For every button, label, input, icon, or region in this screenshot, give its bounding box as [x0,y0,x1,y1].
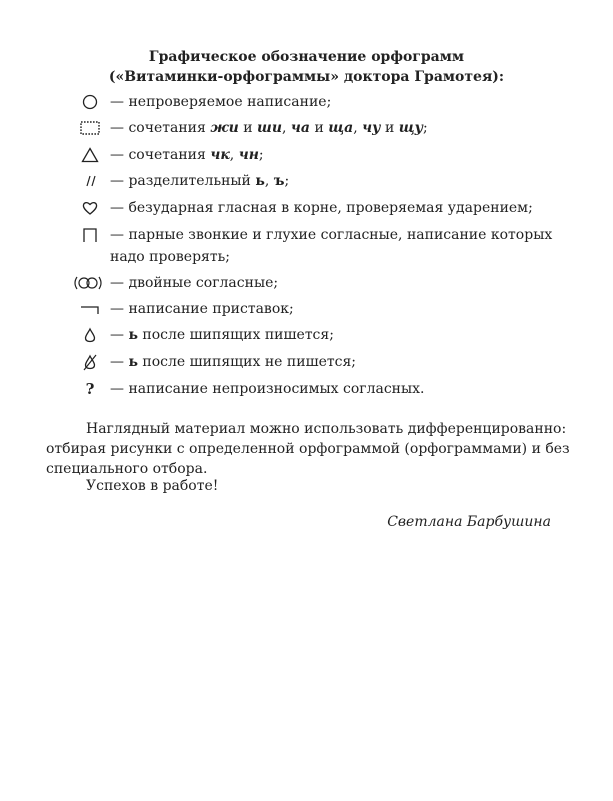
double-slash-icon [70,170,110,192]
heart-icon [70,197,110,219]
crossed-drop-icon [70,351,110,373]
signature: Светлана Барбушина [387,514,551,530]
page-subtitle: («Витаминки-орфограммы» доктора Грамотея): [108,69,505,85]
paragraph: Наглядный материал можно использовать дифференцированно: отбирая рисунки с определенной орфограммой (орфограммами) и без специального отбора. [46,421,570,477]
question-icon: ? [85,380,95,398]
triangle-icon [70,144,110,166]
corner-line-icon [70,298,110,320]
double-circle-icon [66,272,110,294]
open-bracket-icon [70,224,110,246]
dotted-rectangle-icon [70,117,110,139]
drop-icon [70,324,110,346]
page-title: Графическое обозначение орфограмм [148,49,465,65]
circle-icon [70,91,110,113]
paragraph: Успехов в работе! [86,478,219,494]
